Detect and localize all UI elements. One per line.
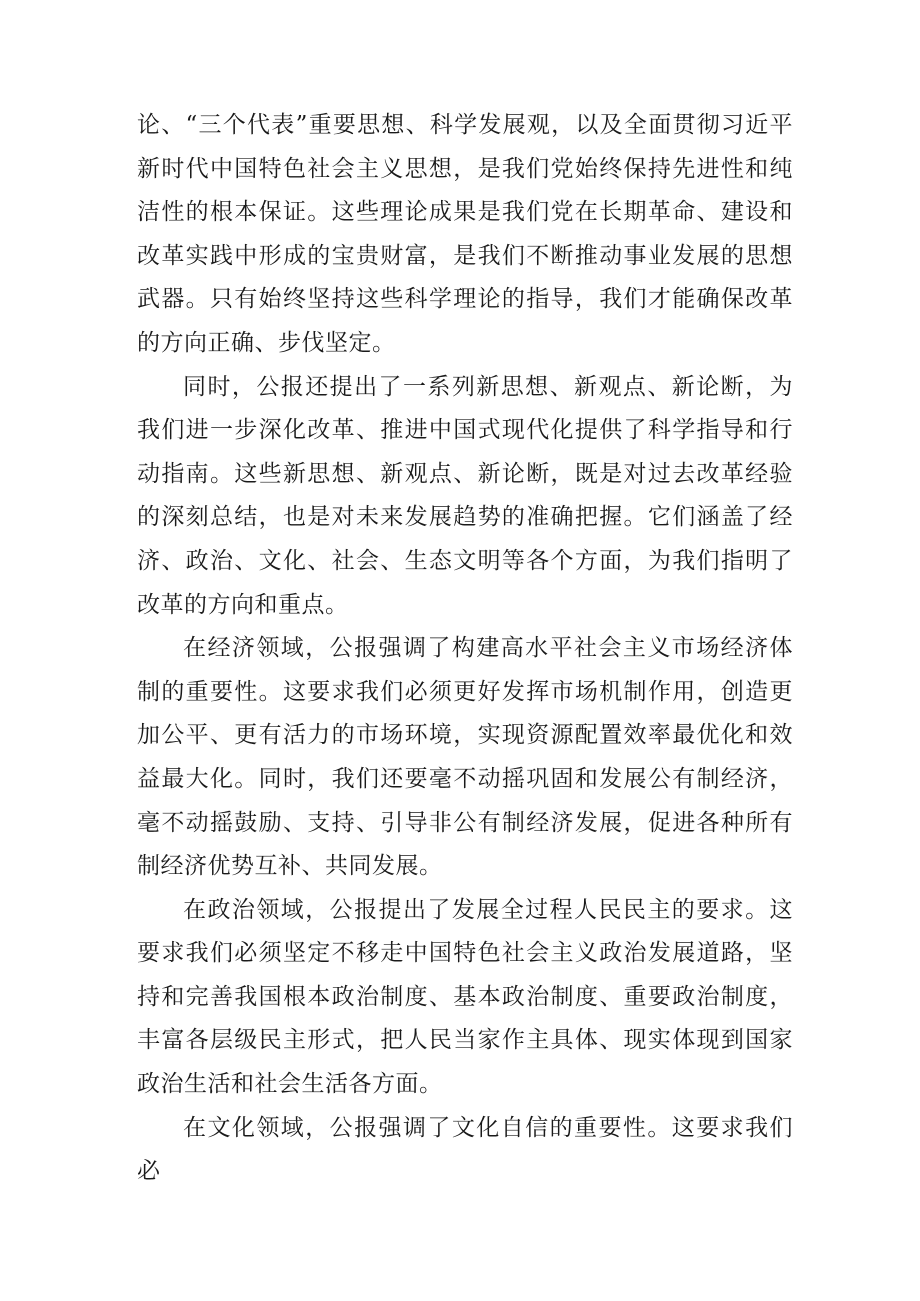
paragraph-3: 在经济领域，公报强调了构建高水平社会主义市场经济体制的重要性。这要求我们必须更好发挥市场机制作用，创造更加公平、更有活力的市场环境，实现资源配置效率最优化和效益最大化。同时，我们还要毫不动摇巩固和发展公有制经济，毫不动摇鼓励、支持、引导非公有制经济发展，促进各种所有制经济优势互补、共同发展。 (137, 635, 793, 880)
document-body (137, 104, 793, 1194)
paragraph-4: 在政治领域，公报提出了发展全过程人民民主的要求。这要求我们必须坚定不移走中国特色社会主义政治发展道路，坚持和完善我国根本政治制度、基本政治制度、重要政治制度，丰富各层级民主形式，把人民当家作主具体、现实体现到国家政治生活和社会生活各方面。 (137, 896, 793, 1098)
paragraph-1: 论、“三个代表”重要思想、科学发展观，以及全面贯彻习近平新时代中国特色社会主义思想，是我们党始终保持先进性和纯洁性的根本保证。这些理论成果是我们党在长期革命、建设和改革实践中形成的宝贵财富，是我们不断推动事业发展的思想武器。只有始终坚持这些科学理论的指导，我们才能确保改革的方向正确、步伐坚定。 (137, 112, 793, 356)
paragraph-2: 同时，公报还提出了一系列新思想、新观点、新论断，为我们进一步深化改革、推进中国式现代化提供了科学指导和行动指南。这些新思想、新观点、新论断，既是对过去改革经验的深刻总结，也是对未来发展趋势的准确把握。它们涵盖了经济、政治、文化、社会、生态文明等各个方面，为我们指明了改革的方向和重点。 (137, 373, 793, 618)
paragraph-5: 在文化领域，公报强调了文化自信的重要性。这要求我们必 (137, 1114, 793, 1185)
